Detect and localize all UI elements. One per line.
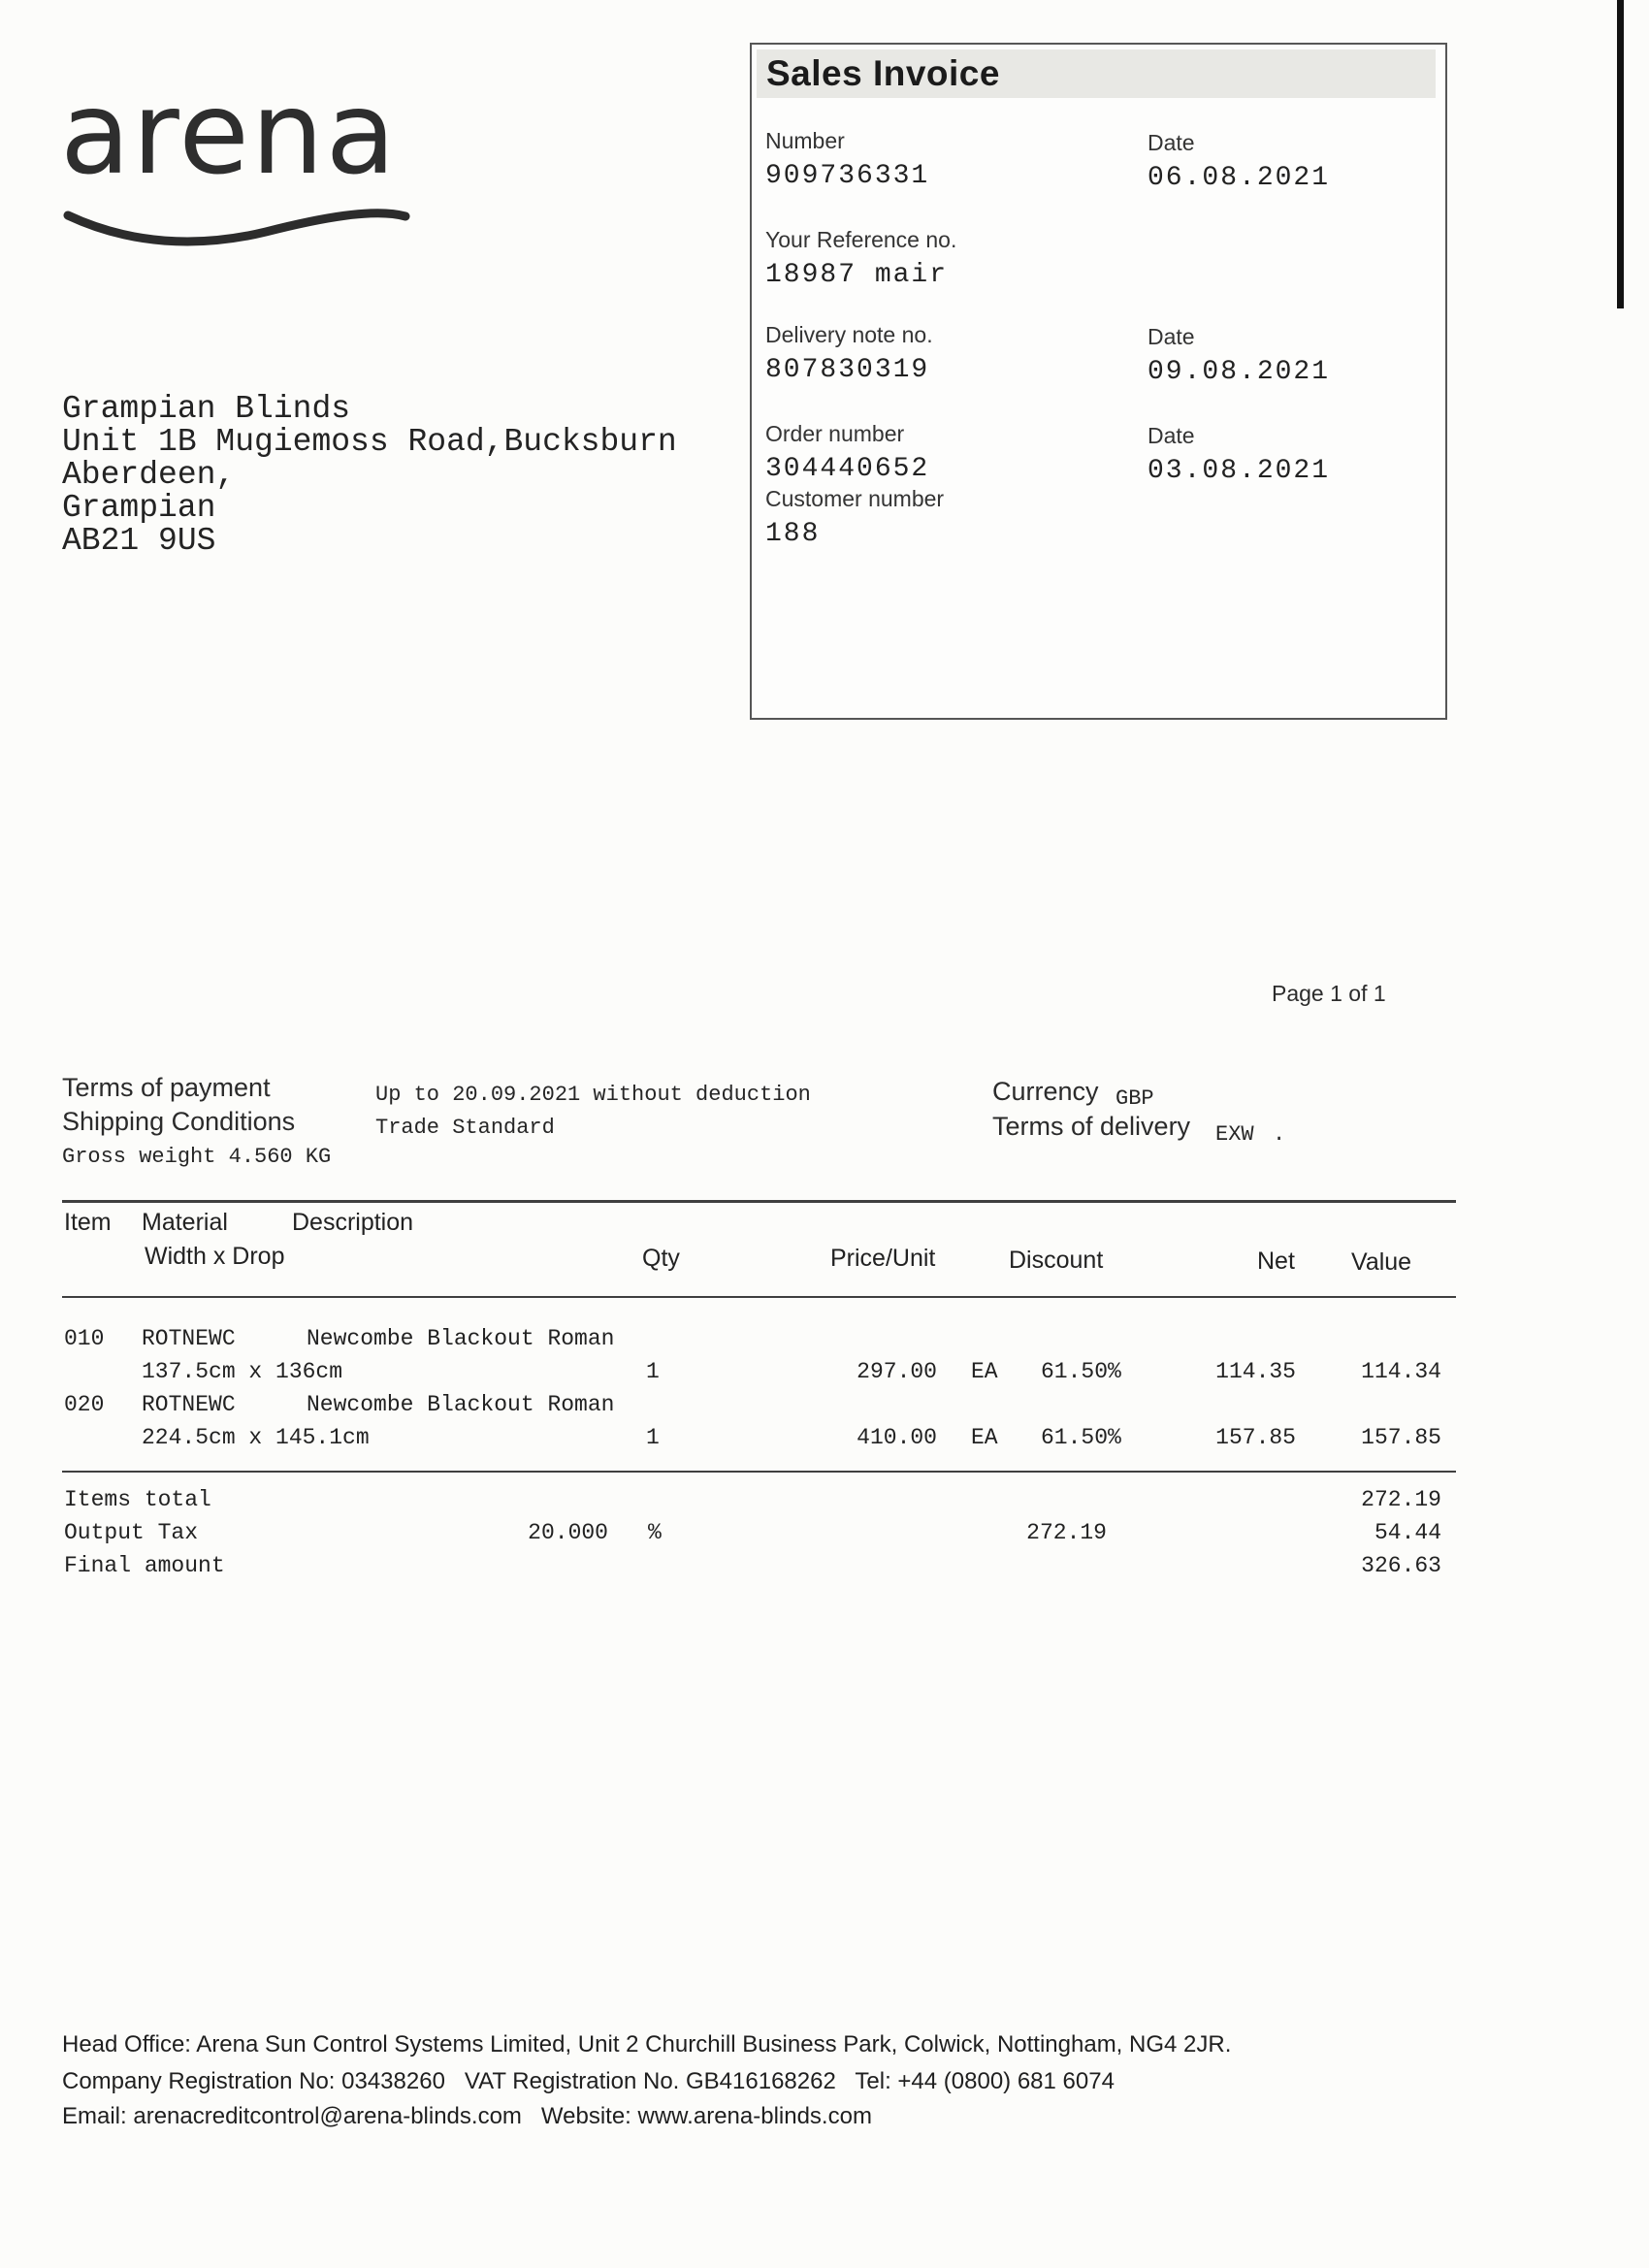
customer-number-field — [765, 486, 944, 549]
invoice-number-field — [765, 128, 929, 191]
reference-field — [765, 227, 956, 290]
col-header-qty: Qty — [642, 1245, 680, 1272]
order-date-field — [1148, 423, 1330, 486]
order-number-field — [765, 421, 929, 484]
recipient-line: Aberdeen, — [62, 457, 236, 493]
footer-head-office: Head Office: Arena Sun Control Systems Limited, Unit 2 Churchill Business Park, Colwick, Nottingham, NG4 2JR. — [62, 2031, 1232, 2057]
delivery-note-label: Delivery note no. — [765, 322, 933, 347]
row-width-drop: 137.5cm x 136cm — [142, 1359, 343, 1384]
col-header-item: Item — [64, 1209, 112, 1236]
row-value: 114.34 — [1361, 1359, 1441, 1384]
row-qty: 1 — [646, 1359, 660, 1384]
page-indicator: Page 1 of 1 — [1272, 981, 1386, 1006]
reference-value: 18987 mair — [765, 260, 949, 290]
gross-weight: Gross weight 4.560 KG — [62, 1145, 332, 1169]
delivery-note-value: 807830319 — [765, 355, 930, 385]
customer-number-label: Customer number — [765, 486, 945, 511]
currency-label: Currency — [992, 1077, 1099, 1106]
terms-of-delivery-value: EXW — [1215, 1122, 1254, 1147]
terms-of-delivery-label: Terms of delivery — [992, 1112, 1191, 1141]
footer-contact: Email: arenacreditcontrol@arena-blinds.com Website: www.arena-blinds.com — [62, 2103, 872, 2129]
order-number-label: Order number — [765, 421, 905, 446]
final-amount-label: Final amount — [64, 1553, 225, 1578]
table-top-rule — [62, 1200, 1456, 1203]
row-price-unit: 410.00 — [857, 1425, 937, 1450]
order-date-value: 03.08.2021 — [1148, 456, 1331, 486]
row-discount: 61.50% — [1041, 1425, 1121, 1450]
currency-value: GBP — [1116, 1086, 1154, 1111]
invoice-date-field — [1148, 130, 1330, 193]
reference-label: Your Reference no. — [765, 227, 957, 252]
customer-number-value: 188 — [765, 519, 821, 549]
row-qty: 1 — [646, 1425, 660, 1450]
invoice-title-bar — [757, 49, 1436, 98]
shipping-conditions-value: Trade Standard — [375, 1116, 555, 1140]
row-description: Newcombe Blackout Roman — [307, 1326, 615, 1351]
logo-wordmark: arena — [60, 66, 398, 200]
row-item-number: 010 — [64, 1326, 105, 1351]
delivery-note-field — [765, 322, 933, 385]
row-unit: EA — [971, 1425, 998, 1450]
row-price-unit: 297.00 — [857, 1359, 937, 1384]
col-header-value: Value — [1351, 1248, 1412, 1276]
terms-of-delivery-suffix: . — [1273, 1122, 1286, 1147]
row-unit: EA — [971, 1359, 998, 1384]
recipient-line: AB21 9US — [62, 523, 216, 559]
shipping-conditions-label: Shipping Conditions — [62, 1107, 296, 1136]
scan-edge-artifact — [1617, 0, 1624, 308]
col-header-width-drop: Width x Drop — [145, 1243, 285, 1270]
col-header-price-unit: Price/Unit — [830, 1245, 936, 1272]
delivery-date-field — [1148, 324, 1330, 387]
row-net: 157.85 — [1215, 1425, 1296, 1450]
terms-of-payment-value: Up to 20.09.2021 without deduction — [375, 1083, 811, 1107]
order-date-label: Date — [1148, 423, 1195, 448]
order-number-value: 304440652 — [765, 454, 930, 484]
recipient-line: Unit 1B Mugiemoss Road,Bucksburn — [62, 424, 677, 460]
row-material: ROTNEWC — [142, 1392, 236, 1417]
footer-registration: Company Registration No: 03438260 VAT Registration No. GB416168262 Tel: +44 (0800) 681 6074 — [62, 2068, 1115, 2094]
recipient-address — [62, 393, 677, 558]
output-tax-value: 54.44 — [1374, 1520, 1441, 1545]
table-totals-rule — [62, 1471, 1456, 1473]
delivery-date-value: 09.08.2021 — [1148, 357, 1331, 387]
row-item-number: 020 — [64, 1392, 105, 1417]
recipient-line: Grampian Blinds — [62, 391, 351, 427]
row-value: 157.85 — [1361, 1425, 1441, 1450]
invoice-number-label: Number — [765, 128, 845, 153]
invoice-date-label: Date — [1148, 130, 1195, 155]
final-amount-value: 326.63 — [1361, 1553, 1441, 1578]
output-tax-label: Output Tax — [64, 1520, 199, 1545]
output-tax-percent-sign: % — [648, 1520, 662, 1545]
items-total-value: 272.19 — [1361, 1487, 1441, 1512]
col-header-material: Material — [142, 1209, 228, 1236]
sales-invoice-panel — [750, 43, 1447, 720]
row-material: ROTNEWC — [142, 1326, 236, 1351]
delivery-date-label: Date — [1148, 324, 1195, 349]
invoice-date-value: 06.08.2021 — [1148, 163, 1331, 193]
items-total-label: Items total — [64, 1487, 211, 1512]
row-description: Newcombe Blackout Roman — [307, 1392, 615, 1417]
output-tax-rate: 20.000 — [528, 1520, 608, 1545]
col-header-description: Description — [292, 1209, 414, 1236]
arena-logo — [60, 66, 429, 200]
invoice-title: Sales Invoice — [766, 53, 1000, 93]
row-width-drop: 224.5cm x 145.1cm — [142, 1425, 370, 1450]
recipient-line: Grampian — [62, 490, 216, 526]
col-header-discount: Discount — [1009, 1247, 1104, 1274]
terms-of-payment-label: Terms of payment — [62, 1073, 271, 1102]
invoice-number-value: 909736331 — [765, 161, 930, 191]
row-discount: 61.50% — [1041, 1359, 1121, 1384]
logo-swoosh-icon — [62, 198, 411, 250]
row-net: 114.35 — [1215, 1359, 1296, 1384]
table-header-rule — [62, 1296, 1456, 1298]
col-header-net: Net — [1257, 1247, 1295, 1275]
output-tax-base: 272.19 — [1026, 1520, 1107, 1545]
